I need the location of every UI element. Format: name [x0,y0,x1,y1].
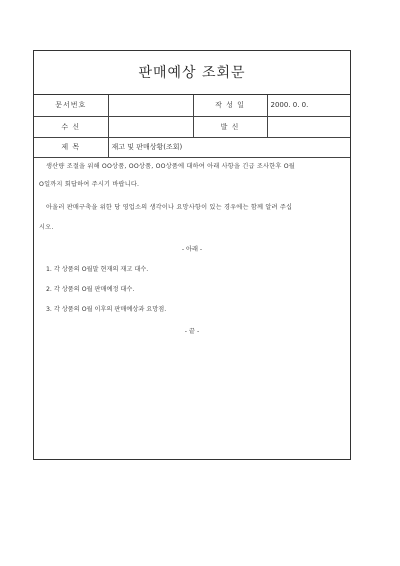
document-page [33,50,351,460]
paragraph-1 [39,158,345,175]
doc-number-label: 문서번호 [34,95,108,116]
list-item: 1. 각 상품의 O월말 현재의 재고 대수. [46,266,149,273]
header-row-doc-number [34,95,350,116]
written-date-label: 작 성 일 [193,95,267,116]
paragraph-1-line-2: O일까지 회답하여 주시기 바랍니다. [39,181,140,188]
header-row-recipient [34,116,350,137]
paragraph-2-cont [39,218,345,238]
paragraph-2 [39,198,345,218]
paragraph-1-cont [39,175,345,195]
subject-value: 재고 및 판매상황(조회) [108,137,350,157]
header-table [34,95,350,158]
recipient-label: 수 신 [34,116,108,137]
document-title: 판매예상 조회문 [34,51,350,95]
list-item: 2. 각 상품의 O월 판매예정 대수. [46,286,135,293]
end-marker: - 끝 - [184,328,200,335]
doc-number-value [108,95,193,116]
subject-label: 제 목 [34,137,108,157]
sender-value [267,116,350,137]
header-row-subject [34,137,350,157]
document-body [34,158,350,342]
paragraph-1-line-1: 생산량 조절을 위해 OO상품, OO상품, OO상품에 대하여 아래 사항을 긴급 조사한후 O월 [46,163,295,170]
paragraph-2-line-1: 아울러 판매구축을 위한 당 영업소의 생각이나 요망사항이 있는 경우에는 함께 알려 주십 [46,204,293,211]
below-marker: - 아래 - [181,246,203,253]
written-date-value: 2000. 0. 0. [267,95,350,116]
sender-label: 발 신 [193,116,267,137]
list-item: 3. 각 상품의 O월 이후의 판매예상과 요망점. [46,306,167,313]
recipient-value [108,116,193,137]
paragraph-2-line-2: 시오. [39,224,54,231]
